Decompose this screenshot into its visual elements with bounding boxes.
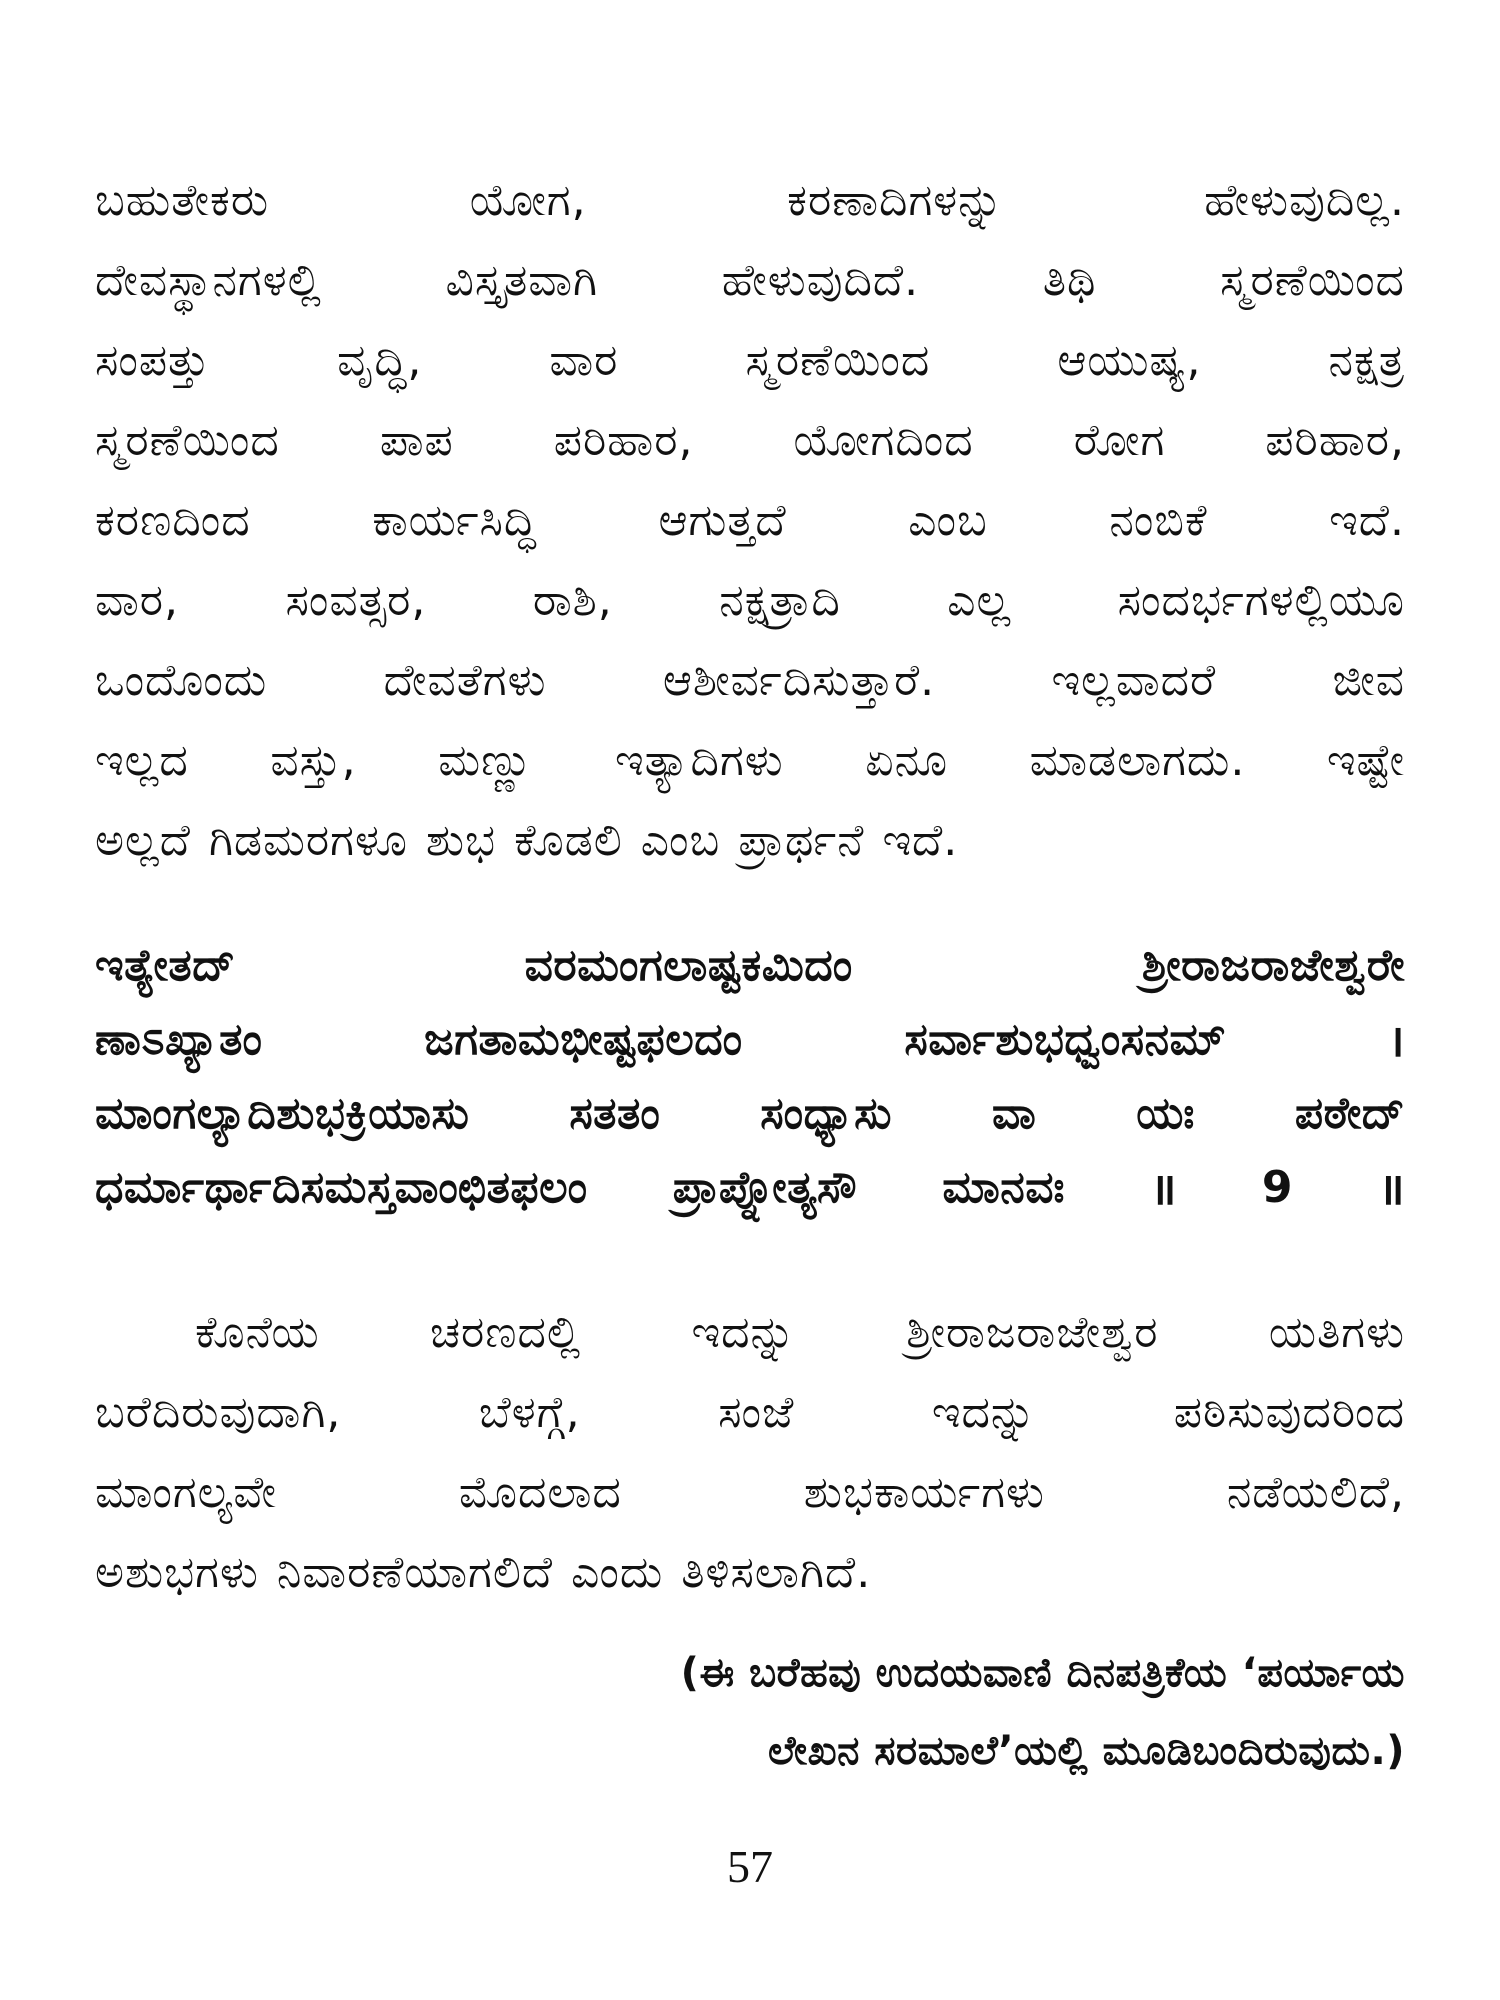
source-note-line: (ಈ ಬರೆಹವು ಉದಯವಾಣಿ ದಿನಪತ್ರಿಕೆಯ ‘ಪರ್ಯಾಯ xyxy=(680,1650,1405,1696)
verse-line xyxy=(95,928,1405,1002)
word: ಸಂಜೆ xyxy=(718,1386,795,1438)
word: ದೇವತೆಗಳು xyxy=(383,654,547,706)
paragraph-line xyxy=(95,560,1405,640)
paragraph-line-first xyxy=(95,1292,1405,1372)
word: ಸತತಂ xyxy=(569,1087,661,1139)
verse-line xyxy=(95,1002,1405,1076)
verse-line xyxy=(95,1150,1405,1224)
word: ಸಂಧ್ಯಾಸು xyxy=(760,1087,893,1139)
word: ಗಿಡಮರಗಳೂ xyxy=(208,814,408,866)
word: ಜೀವ xyxy=(1332,654,1405,706)
word: ಆಶೀರ್ವದಿಸುತ್ತಾರೆ. xyxy=(662,654,936,706)
word: ಧರ್ಮಾರ್ಥಾದಿಸಮಸ್ತವಾಂಛಿತಫಲಂ xyxy=(95,1161,588,1213)
word: ಯಃ xyxy=(1136,1087,1195,1139)
word: ಕರಣದಿಂದ xyxy=(95,494,251,546)
word: ಒಂದೊಂದು xyxy=(95,654,268,706)
source-note-line: ಲೇಖನ ಸರಮಾಲೆ’ಯಲ್ಲಿ ಮೂಡಿಬಂದಿರುವುದು.) xyxy=(767,1728,1405,1774)
paragraph-line xyxy=(95,1372,1405,1452)
word: ಇದನ್ನು xyxy=(931,1386,1037,1438)
word: ಮೊದಲಾದ xyxy=(458,1466,622,1518)
word: ಇತ್ಯೇತದ್ xyxy=(95,939,236,991)
word: ಎಂಬ xyxy=(640,814,721,866)
paragraph-line xyxy=(95,240,1405,320)
word: ಶುಭ xyxy=(425,814,497,866)
word: ನಂಬಿಕೆ xyxy=(1109,494,1208,546)
word: ಬೆಳಗ್ಗೆ, xyxy=(478,1386,581,1438)
paragraph-line xyxy=(95,720,1405,800)
word: ಹೇಳುವುದಿಲ್ಲ. xyxy=(1204,174,1405,226)
source-note xyxy=(95,1634,1405,1790)
word: । xyxy=(1387,1016,1405,1067)
word: ಇತ್ಯಾದಿಗಳು xyxy=(615,734,784,786)
word: ದೇವಸ್ಥಾನಗಳಲ್ಲಿ xyxy=(95,254,322,306)
word: ಯೋಗ, xyxy=(469,174,587,226)
word: ಇಷ್ಟೇ xyxy=(1326,734,1405,786)
word: ಶ್ರೀರಾಜರಾಜೇಶ್ವರೇ xyxy=(1141,939,1405,991)
sanskrit-verse xyxy=(95,928,1405,1224)
word: ನಕ್ಷತ್ರ xyxy=(1328,334,1405,386)
word: ರಾಶಿ, xyxy=(532,574,613,626)
word: ಎಲ್ಲ xyxy=(947,574,1012,626)
page-number: 57 xyxy=(727,1841,773,1892)
word: ಸರ್ವಾಶುಭಧ್ವಂಸನಮ್ xyxy=(904,1013,1227,1065)
word: ವಿಸ್ತೃತವಾಗಿ xyxy=(445,254,599,306)
word: ಆಗುತ್ತದೆ xyxy=(658,494,787,546)
word: ಚರಣದಲ್ಲಿ xyxy=(429,1306,582,1358)
paragraph-line xyxy=(95,640,1405,720)
word: ಸಂಪತ್ತು xyxy=(95,334,211,386)
word: ಬರೆದಿರುವುದಾಗಿ, xyxy=(95,1386,342,1438)
word: ತಿಥಿ xyxy=(1042,254,1097,306)
word: ಸಂವತ್ಸರ, xyxy=(285,574,427,626)
word: ಕಾರ್ಯಸಿದ್ಧಿ xyxy=(372,494,537,546)
word: ಮಾಡಲಾಗದು. xyxy=(1029,734,1246,786)
word: ಯೋಗದಿಂದ xyxy=(793,414,974,466)
paragraph-line-last xyxy=(95,1532,1405,1612)
paragraph-line xyxy=(95,1452,1405,1532)
word: ಕರಣಾದಿಗಳನ್ನು xyxy=(787,174,1004,226)
word: ನಿವಾರಣೆಯಾಗಲಿದೆ xyxy=(276,1546,554,1598)
paragraph-line-last xyxy=(95,800,1405,880)
word: ಸ್ಮರಣೆಯಿಂದ xyxy=(745,334,931,386)
word: ಮಾಂಗಲ್ಯಾದಿಶುಭಕ್ರಿಯಾಸು xyxy=(95,1087,470,1139)
word: 9 xyxy=(1261,1161,1294,1213)
word: ಜಗತಾಮಭೀಷ್ಟಫಲದಂ xyxy=(424,1013,743,1065)
word: ವಸ್ತು, xyxy=(270,734,357,786)
word: ಪ್ರಾಪ್ನೋತ್ಯಸೌ xyxy=(672,1161,858,1213)
word: ಹೇಳುವುದಿದೆ. xyxy=(721,254,920,306)
word: ಕೊನೆಯ xyxy=(195,1306,320,1358)
word: ಸಂದರ್ಭಗಳಲ್ಲಿಯೂ xyxy=(1117,574,1405,626)
word: ಪರಿಹಾರ, xyxy=(553,414,694,466)
word: ತಿಳಿಸಲಾಗಿದೆ. xyxy=(681,1546,872,1598)
word: ಪಾಪ xyxy=(379,414,454,466)
word: ಇದೆ. xyxy=(882,814,959,866)
paragraph-line xyxy=(95,160,1405,240)
word: ಇದನ್ನು xyxy=(691,1306,796,1358)
word: ಪ್ರಾರ್ಥನೆ xyxy=(738,814,865,866)
word: ॥ xyxy=(1149,1164,1177,1215)
word: ಮಾನವಃ xyxy=(942,1161,1065,1213)
word: ನಕ್ಷತ್ರಾದಿ xyxy=(719,574,841,626)
word: ಯತಿಗಳು xyxy=(1268,1306,1405,1358)
word: ಣಾಽಖ್ಯಾತಂ xyxy=(95,1013,263,1065)
paragraph-line xyxy=(95,400,1405,480)
word: ಇಲ್ಲವಾದರೆ xyxy=(1051,654,1217,706)
word: ॥ xyxy=(1378,1164,1405,1215)
word: ಇಲ್ಲದ xyxy=(95,734,189,786)
word: ಮಾಂಗಲ್ಯವೇ xyxy=(95,1466,277,1518)
word: ಶ್ರೀರಾಜರಾಜೇಶ್ವರ xyxy=(906,1306,1159,1358)
word: ವರಮಂಗಲಾಷ್ಟಕಮಿದಂ xyxy=(524,939,853,991)
word: ಎಂಬ xyxy=(908,494,988,546)
word: ಕೊಡಲಿ xyxy=(514,814,623,866)
word: ಸ್ಮರಣೆಯಿಂದ xyxy=(1220,254,1405,306)
word: ವಾ xyxy=(992,1087,1037,1139)
body-paragraph-1 xyxy=(95,160,1405,880)
word: ಪಠಿಸುವುದರಿಂದ xyxy=(1173,1386,1405,1438)
word: ಎಂದು xyxy=(571,1546,664,1598)
paragraph-line xyxy=(95,320,1405,400)
word: ಬಹುತೇಕರು xyxy=(95,174,270,226)
word: ರೋಗ xyxy=(1073,414,1166,466)
word: ಏನೂ xyxy=(865,734,949,786)
word: ಪರಿಹಾರ, xyxy=(1265,414,1405,466)
word: ವಾರ, xyxy=(95,574,180,626)
word: ಮಣ್ಣು xyxy=(438,734,534,786)
word: ವೃದ್ಧಿ, xyxy=(337,334,423,386)
word: ವಾರ xyxy=(549,334,619,386)
paragraph-line xyxy=(95,480,1405,560)
word: ಸ್ಮರಣೆಯಿಂದ xyxy=(95,414,280,466)
word: ಶುಭಕಾರ್ಯಗಳು xyxy=(803,1466,1045,1518)
word: ಇದೆ. xyxy=(1329,494,1405,546)
word: ಪಠೇದ್ xyxy=(1294,1087,1405,1139)
verse-line xyxy=(95,1076,1405,1150)
word: ಅಶುಭಗಳು xyxy=(95,1546,259,1598)
word: ನಡೆಯಲಿದೆ, xyxy=(1226,1466,1405,1518)
word: ಆಯುಷ್ಯ, xyxy=(1057,334,1202,386)
word: ಅಲ್ಲದೆ xyxy=(95,814,191,866)
body-paragraph-2 xyxy=(95,1292,1405,1612)
